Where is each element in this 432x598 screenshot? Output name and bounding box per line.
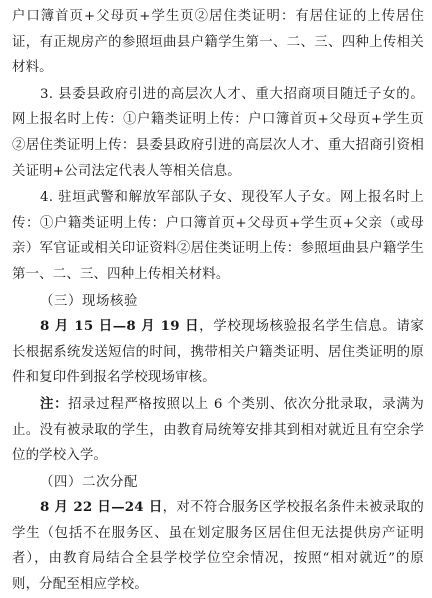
paragraph-item-3: 3. 县委县政府引进的高层次人才、重大招商项目随迁子女的。网上报名时上传：①户籍类证明上传：户口簿首页+父母页+学生页②居住类证明上传：县委县政府引进的高层次人才、重大招商引资相关证明+公司法定代表人等相关信息。 <box>12 86 424 179</box>
paragraph-onsite-verification <box>12 314 424 391</box>
paragraph-household-docs: 户口簿首页+父母页+学生页②居住类证明：有居住证的上传居住证，有正规房产的参照垣曲县户籍学生第一、二、三、四种上传相关材料。 <box>12 9 424 76</box>
paragraph-item-4: 4. 驻垣武警和解放军部队子女、现役军人子女。网上报名时上传：①户籍类证明上传：户口簿首页+父母页+学生页+父亲（或母亲）军官证或相关印证资料②居住类证明上传：参照垣曲县户籍学生第一、二、三、四种上传相关材料。 <box>12 190 424 282</box>
paragraph-text: 招录过程严格按照以上 6 个类别、依次分批录取，录满为止。没有被录取的学生，由教育局统筹安排其到相对就近且有空余学位的学校入学。 <box>12 396 424 464</box>
paragraph-second-allocation <box>12 495 424 597</box>
date-range: 8 月 15 日—8 月 19 日 <box>40 318 200 335</box>
date-range: 8 月 22 日—24 日 <box>40 499 163 516</box>
paragraph-text: ，学校现场核验报名学生信息。请家长根据系统发送短信的时间，携带相关户籍类证明、居住类证明的原件和复印件到报名学校现场审核。 <box>12 319 424 386</box>
paragraph-text: ，对不符合服务区学校报名条件未被录取的学生（包括不在服务区、虽在划定服务区居住但无法提供房产证明者），由教育局结合全县学校学位空余情况，按照“相对就近”的原则，分配至相应学校。 <box>12 500 424 593</box>
note-label: 注： <box>40 395 69 412</box>
paragraph-note <box>12 392 424 469</box>
section-heading-second-allocation: （四）二次分配 <box>40 474 138 490</box>
section-heading-onsite-verification: （三）现场核验 <box>40 293 138 309</box>
